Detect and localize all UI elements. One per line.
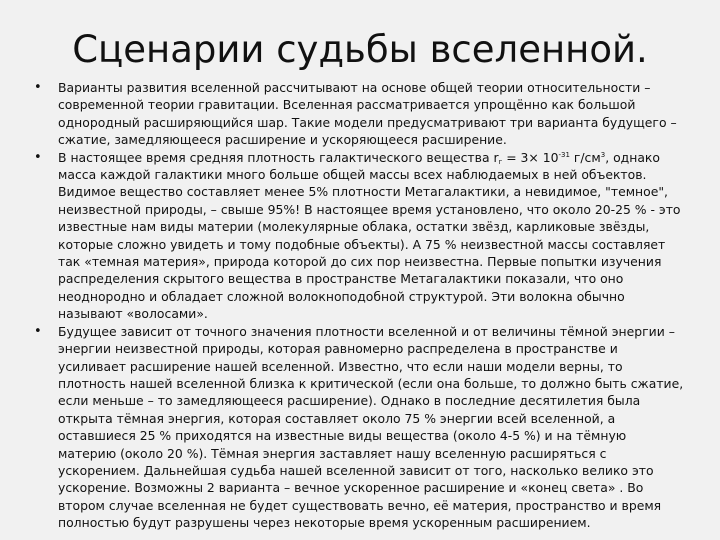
bullet-item-1: [34, 79, 684, 149]
bullet-text-part-c: г/см: [569, 149, 601, 165]
slide-title: Сценарии судьбы вселенной.: [72, 28, 648, 71]
density-subscript: г: [498, 157, 503, 166]
bullet-text-part-d: , однако масса каждой галактики много больше общей массы всех наблюдаемых в ней объектов. Видимое вещество составляет менее 5% плотности Метагалактики, а невидимое, "темное", неизвестной природы, – свыше 95%! В настоящее время установлено, что около 20-25 % - это известные нам виды материи (молекулярные облака, остатки звёзд, карликовые звёзды, которые сложно увидеть и тому подобные объекты). А 75 % неизвестной массы составляет так «темная материя», природа которой до сих пор неизвестна. Первые попытки изучения распределения скрытого вещества в пространстве Метагалактики показали, что оно неоднородно и обладает сложной волокноподобной структурой. Эти волокна обычно называют «волосами».: [58, 149, 681, 322]
bullet-list: [34, 79, 684, 532]
bullet-text-part-a: В настоящее время средняя плотность галактического вещества r: [58, 149, 499, 165]
bullet-marker: •: [34, 80, 42, 95]
bullet-item-2: [34, 149, 684, 323]
bullet-text: Варианты развития вселенной рассчитывают на основе общей теории относительности – современной теории гравитации. Вселенная рассматривается упрощённо как большой однородный расширяющийся шар. Такие модели предусматривают три варианта будущего – сжатие, замедляющееся расширение и ускоряющееся расширение.: [58, 80, 677, 148]
exponent-superscript: -31: [558, 150, 570, 159]
bullet-marker: •: [34, 323, 42, 339]
bullet-text: Будущее зависит от точного значения плотности вселенной и от величины тёмной энергии – энергии неизвестной природы, которая равномерно распределена в пространстве и усиливает расширение нашей вселенной. Известно, что если наши модели верны, то плотность нашей вселенной близка к критической (если она больше, то должно быть сжатие, если меньше – то замедляющееся расширение). Однако в последние десятилетия была открыта тёмная энергия, которая составляет около 75 % энергии всей вселенной, а оставшиеся 25 % приходятся на известные виды вещества (около 4-5 %) и на тёмную материю (около 20 %). Тёмная энергия заставляет нашу вселенную расширяться с ускорением. Дальнейшая судьба нашей вселенной зависит от того, насколько велико это ускорение. Возможны 2 варианта – вечное ускоренное расширение и «конец света» . Во втором случае вселенная не будет существовать вечно, её материя, пространство и время полностью будут разрушены через некоторые время ускоренным расширением.: [58, 323, 684, 531]
unit-superscript: 3: [600, 150, 606, 159]
bullet-marker: •: [34, 149, 42, 165]
bullet-item-3: [34, 323, 684, 532]
bullet-text-part-b: = 3× 10: [502, 149, 559, 165]
